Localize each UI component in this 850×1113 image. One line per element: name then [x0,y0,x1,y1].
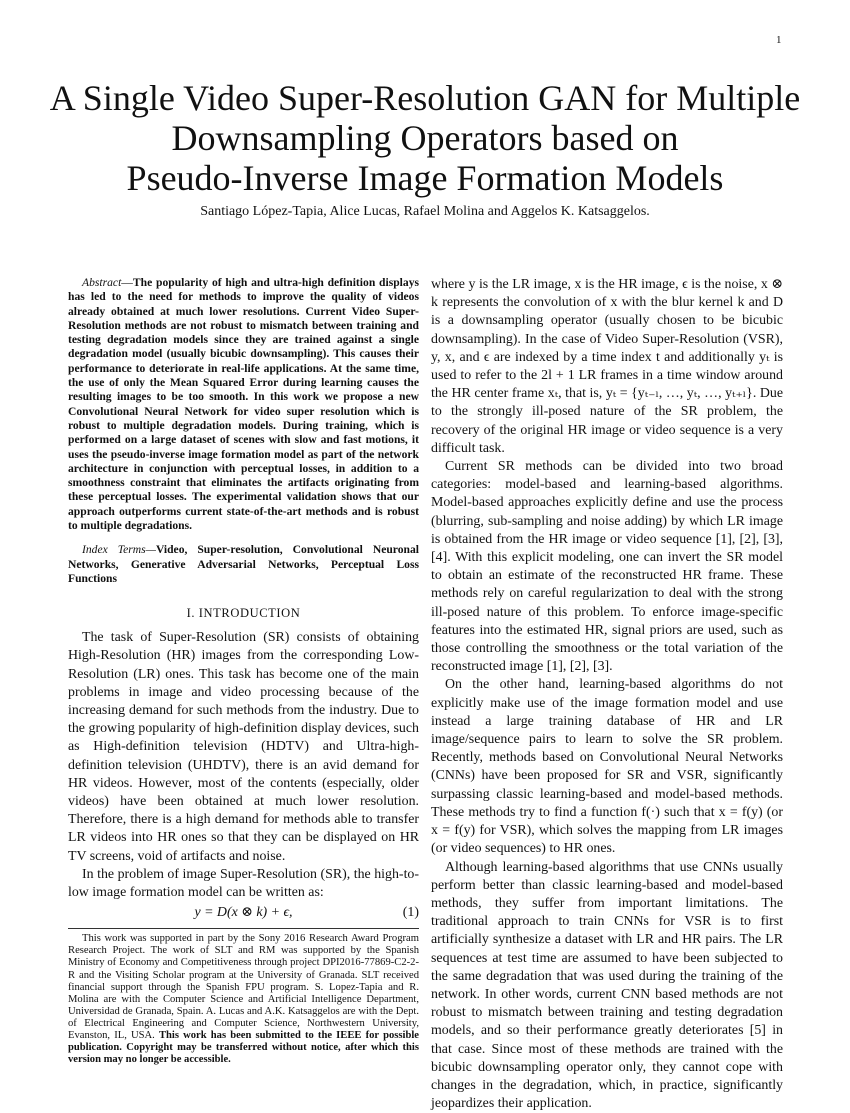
intro-paragraph-1: The task of Super-Resolution (SR) consists of obtaining High-Resolution (HR) images from the corresponding Low-Resolution (LR) ones. This task has become one of the main problems in image and video processing because of the increasing demand for such methods from the industry. Due to the growing popularity of high-definition display devices, such as High-definition television (HDTV) and Ultra-high-definition television (UHDTV), there is an avid demand for HR videos. However, most of the contents (especially, older videos) have been obtained at much lower resolution. Therefore, there is a high demand for methods able to transfer LR videos into HR ones so that they can be displayed on HR TV screens, void of artifacts and noise. [68,629,419,866]
equation-1 [68,902,419,924]
index-terms-text: Video, Super-resolution, Convolutional Neuronal Networks, Generative Adversarial Networks, Perceptual Loss Functions [68,543,419,585]
equation-number: (1) [403,902,419,924]
abstract-label: Abstract [82,276,121,289]
footnote-text: This work was supported in part by the Sony 2016 Research Award Program Research Project. The work of SLT and RM was supported by the Spanish Ministry of Economy and Competitiveness through project DPI2016-77869-C2-2-R and the Visiting Scholar program at the University of Granada. SLT received financial support through the Spanish FPU program. S. Lopez-Tapia and R. Molina are with the Computer Science and Artificial Intelligence Department, Universidad de Granada, Spain. A. Lucas and A.K. Katsaggelos are with the Dept. of Electrical Engineering and Computer Science, Northwestern University, Evanston, IL, USA. [68,933,419,1041]
equation-expression: y = D(x ⊗ k) + ϵ, [68,902,419,924]
right-paragraph-3: On the other hand, learning-based algorithms do not explicitly make use of the image formation model and use instead a large training database of HR and LR image/sequence pairs to learn to solve the SR problem. Recently, methods based on Convolutional Neural Networks (CNNs) have been proposed for SR and VSR, significantly surpassing classic learning-based and model-based methods. These methods try to find a function f(·) such that x = f(y) (or x = f(y) for VSR), which solves the mapping from LR images (or video sequences) to HR ones. [431,676,783,858]
title-line-2: Downsampling Operators based on [40,118,810,158]
author-list: Santiago López-Tapia, Alice Lucas, Rafael Molina and Aggelos K. Katsaggelos. [40,203,810,221]
index-terms [68,543,419,586]
intro-paragraph-2: In the problem of image Super-Resolution (SR), the high-to-low image formation model can be written as: [68,866,419,902]
paper-title [40,78,810,198]
footnote-copyright-notice: This work has been submitted to the IEEE for possible publication. Copyright may be transferred without notice, after which this version may no longer be accessible. [68,1030,419,1065]
title-line-3: Pseudo-Inverse Image Formation Models [40,158,810,198]
abstract [68,276,419,533]
page-number: 1 [776,34,782,46]
footnote-divider [68,928,419,929]
abstract-dash: — [121,276,133,289]
right-paragraph-4: Although learning-based algorithms that use CNNs usually perform better than classic learning-based and model-based methods, they suffer from important limitations. The traditional approach to train CNNs for VSR is to first artificially synthesize a dataset with LR and HR pairs. The LR sequences at test time are assumed to have been subjected to the same degradation that was used during the training of the network. In other words, current CNN based methods are not robust to mismatch between training and testing degradation models, and so their performance greatly deteriorates [5] in that case. Since most of these methods are trained with the bicubic downsampling operator only, they cannot cope with changes in the degradation, which, in practice, significantly jeopardizes their application. [431,859,783,1113]
title-line-1: A Single Video Super-Resolution GAN for Multiple [40,78,810,118]
index-terms-label: Index Terms [82,543,146,556]
abstract-text: The popularity of high and ultra-high definition displays has led to the need for methods to improve the quality of videos already obtained at much lower resolutions. Current Video Super-Resolution methods are not robust to mismatch between training and testing degradation models since they are trained against a single degradation model (usually bicubic downsampling). This causes their performance to deteriorate in real-life applications. At the same time, the use of only the Mean Squared Error during learning causes the resulting images to be too smooth. In this work we propose a new Convolutional Neural Network for video super resolution which is robust to multiple degradation models. During training, which is performed on a large dataset of scenes with slow and fast motions, it uses the pseudo-inverse image formation model as part of the network architecture in conjunction with perceptual losses, in addition to a smoothness constraint that eliminates the artifacts originating from these perceptual losses. The experimental validation shows that our approach outperforms current state-of-the-art methods and is robust to multiple degradations. [68,276,419,532]
left-column [68,276,419,1066]
index-terms-dash: — [146,543,156,556]
section-heading-introduction: I. INTRODUCTION [68,606,419,621]
footnote [68,933,419,1066]
right-column [431,276,783,1113]
right-paragraph-2: Current SR methods can be divided into two broad categories: model-based and learning-based algorithms. Model-based approaches explicitly define and use the process (blurring, sub-sampling and noise adding) by which LR image is obtained from the HR image or video sequence [1], [2], [3], [4]. With this explicit modeling, one can invert the SR model to obtain an estimate of the reconstructed HR frame. These methods rely on careful regularization to deal with the strong ill-posed nature of this problem. To enforce image-specific features into the estimated HR, signal priors are used, such as those controlling the smoothness or the total variation of the reconstructed image [1], [2], [3]. [431,458,783,676]
right-paragraph-1: where y is the LR image, x is the HR image, ϵ is the noise, x ⊗ k represents the convolution of x with the blur kernel k and D is a downsampling operator (usually chosen to be bicubic downsampling). In the case of Video Super-Resolution (VSR), y, x, and ϵ are indexed by a time index t and additionally yₜ is used to refer to the 2l + 1 LR frames in a time window around the HR center frame xₜ, that is, yₜ = {yₜ₋ₗ, …, yₜ, …, yₜ₊ₗ}. Due to the strongly ill-posed nature of the SR problem, the recovery of the original HR image or video sequence is a very difficult task. [431,276,783,458]
